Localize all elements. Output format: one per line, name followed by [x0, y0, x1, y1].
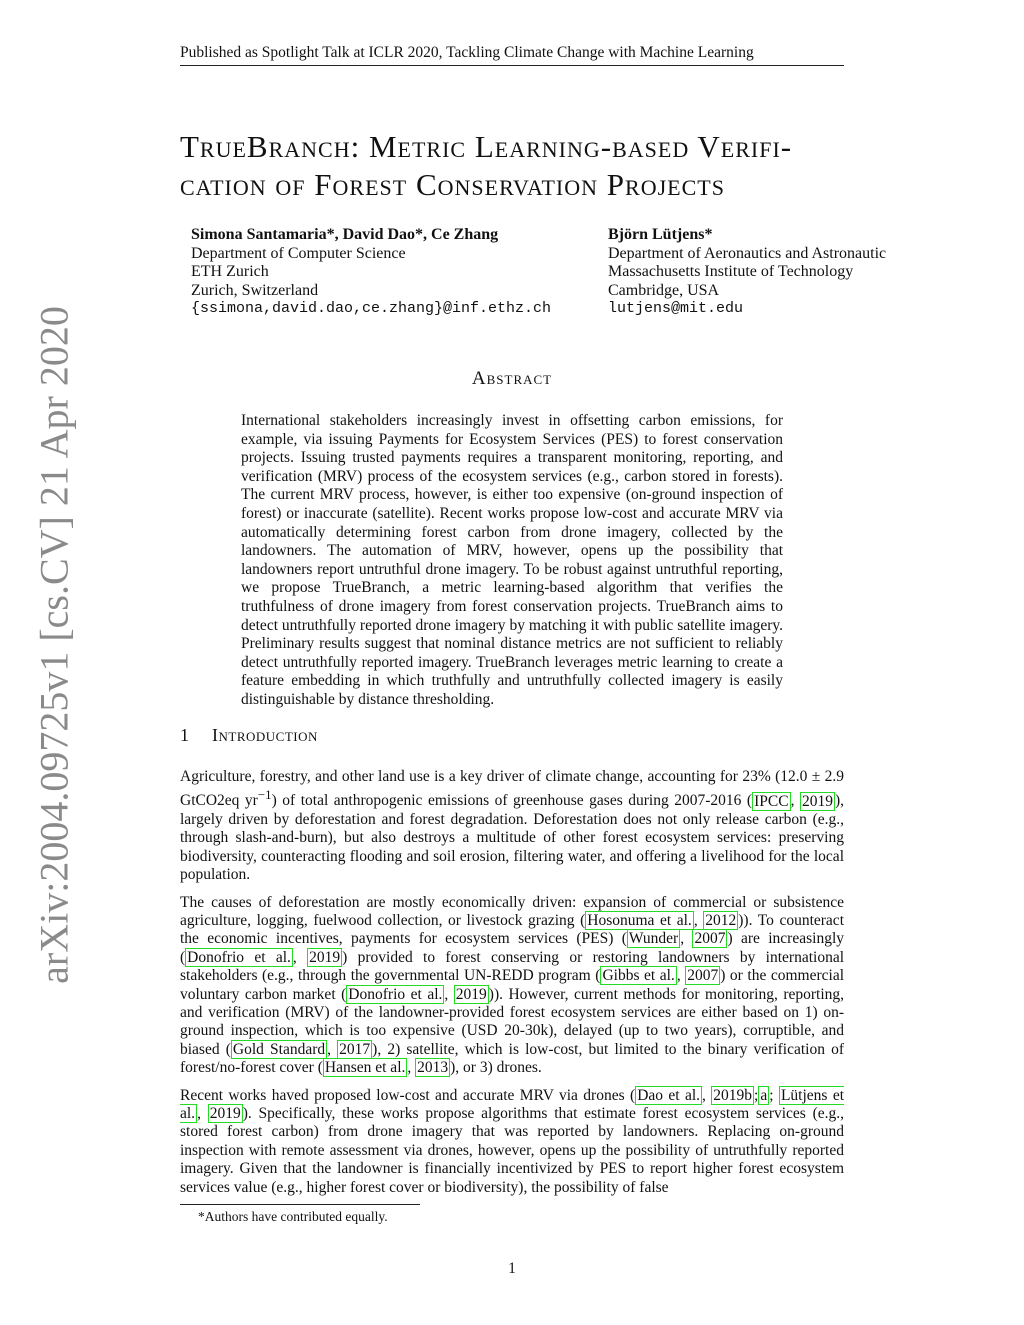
citation-link[interactable]: IPCC	[754, 792, 789, 810]
title-line-1: TrueBranch: Metric Learning-based Verifi-	[180, 129, 793, 164]
author-names: Björn Lütjens*	[608, 226, 713, 243]
citation-link[interactable]: 2007	[694, 930, 726, 948]
abstract-text: International stakeholders increasingly invest in offsetting carbon emissions, for example, via issuing Payments for Ecosystem Services (PES) to forest conservation projects. Issuing trusted payments requires a transparent monitoring, reporting, and verification (MRV) process of the ecosystem services (e.g., carbon stored in forests). The current MRV process, however, is either too expensive (on-ground inspection of forest) or inaccurate (satellite). Recent works propose low-cost and accurate MRV via automatically determining forest carbon from drone imagery, collected by the landowners. The automation of MRV, however, opens up the possibility that landowners report untruthful drone imagery. To be robust against untruthful reporting, we propose TrueBranch, a metric learning-based algorithm that verifies the truthfulness of drone imagery from forest conservation projects. TrueBranch aims to detect untruthfully reported drone imagery by matching it with public satellite imagery. Preliminary results suggest that nominal distance metrics are not sufficient to reliably detect untruthfully reported imagery. TrueBranch leverages metric learning to create a feature embedding in which truthfully and untruthfully collected imagery is easily distinguishable by distance thresholding.	[241, 412, 783, 708]
author-institution: ETH Zurich	[191, 263, 269, 281]
citation-link[interactable]: Hosonuma et al.	[587, 912, 692, 929]
citation-link[interactable]: Lütjens et al.	[180, 1086, 845, 1123]
citation-link[interactable]: 2017	[339, 1040, 371, 1058]
paragraph-2: The causes of deforestation are mostly economically driven: expansion of commercial or subsistence agriculture, logging, fuelwood collection, or livestock grazing ( Hosonuma et al. , 2012 )). To counteract the economic incentives, payments for ecosystem services (PES) ( Wunder , 2007 ) are increasingly ( Donofrio et al. , 2019 ) provided to forest conserving or restoring landowners by international stakeholders (e.g., through the governmental UN-REDD program ( Gibbs et al. , 2007 ) or the commercial voluntary carbon market ( Donofrio et al. , 2019 )). However, current methods for monitoring, reporting, and verification (MRV) of the landowner-provided forest ecosystem services are either based on 1) on-ground inspection, which is too expensive (USD 20-30k), delayed (up to two years), corruptible, and biased ( Gold Standard , 2017 ), 2) satellite, which is low-cost, but limited to the binary verification of forest/no-forest cover ( Hansen et al. , 2013 ), or 3) drones.	[180, 893, 845, 1077]
page-number: 1	[508, 1260, 516, 1277]
citation-link[interactable]: Hansen et al.	[324, 1059, 406, 1077]
author-block-mit	[608, 226, 1008, 319]
citation-link[interactable]: Dao et al.	[637, 1086, 701, 1104]
citation-link[interactable]: 2019	[801, 792, 833, 810]
citation-link[interactable]: a	[760, 1086, 768, 1104]
citation-link[interactable]: 2019	[309, 948, 341, 966]
section-heading	[180, 725, 318, 746]
citation-link[interactable]: Gold Standard	[232, 1040, 326, 1058]
citation-link[interactable]: 2019	[455, 985, 487, 1003]
citation-link[interactable]: 2019b	[713, 1086, 753, 1104]
body-text	[180, 768, 844, 1206]
paragraph-3: Recent works haved proposed low-cost and accurate MRV via drones ( Dao et al. , 2019b ; a ; Lütjens et al. , 2019 ). Specifically, these works propose algorithms that estimate forest ecosystem services (e.g., stored forest carbon) from drone imagery that was reported by landowners. Replacing on-ground inspection with remote assessment via drones, however, opens up the possibility of untruthfully reported imagery. Given that the landowner is financially incentivized by PES to report higher forest ecosystem services value (e.g., higher forest cover or biodiversity), the possibility of false	[180, 1086, 845, 1196]
citation-link[interactable]: Donofrio et al.	[348, 985, 443, 1003]
paper-title	[180, 128, 860, 204]
author-department: Department of Aeronautics and Astronautic	[608, 244, 887, 262]
paragraph-1: Agriculture, forestry, and other land use is a key driver of climate change, accounting for 23% (12.0 ± 2.9 GtCO2eq $yr^{-1}$) of total anthropogenic emissions of greenhouse gases during 2007-2016 ( IPCC , 2019 ), largely driven by deforestation and forest degradation. Deforestation does not only release carbon (e.g., through slash-and-burn), but also destroys a multitude of other forest ecosystem services: preserving biodiversity, counteracting flooding and soil erosion, filtering water, and offering a livelihood for the local population.	[180, 768, 845, 884]
citation-link[interactable]: 2019	[209, 1105, 241, 1123]
citation-link[interactable]: 2013	[417, 1059, 449, 1077]
citation-link[interactable]: Wunder	[628, 930, 679, 948]
running-header: Published as Spotlight Talk at ICLR 2020, Tackling Climate Change with Machine Learning	[180, 44, 844, 66]
arxiv-id: arXiv:2004.09725v1 [cs.CV] 21 Apr 2020	[31, 306, 77, 984]
citation-link[interactable]: Gibbs et al.	[602, 967, 675, 985]
citation-link[interactable]: 2012	[705, 912, 737, 929]
citation-link[interactable]: 2007	[687, 967, 719, 985]
footnote-rule	[180, 1204, 420, 1205]
author-email: lutjens@mit.edu	[608, 300, 744, 318]
footnote: *Authors have contributed equally.	[198, 1209, 388, 1224]
author-location: Zurich, Switzerland	[191, 281, 319, 299]
abstract-heading: Abstract	[471, 368, 553, 389]
author-institution: Massachusetts Institute of Technology	[608, 263, 854, 281]
author-names: Simona Santamaria*, David Dao*, Ce Zhang	[191, 226, 499, 243]
author-block-eth	[191, 226, 601, 319]
author-department: Department of Computer Science	[191, 244, 406, 262]
author-email: {ssimona,david.dao,ce.zhang}@inf.ethz.ch	[191, 300, 552, 318]
author-location: Cambridge, USA	[608, 281, 720, 299]
title-line-2: cation of Forest Conservation Projects	[180, 167, 725, 202]
section-title: Introduction	[212, 725, 318, 745]
section-number: 1	[180, 725, 190, 745]
citation-link[interactable]: Donofrio et al.	[187, 948, 291, 966]
